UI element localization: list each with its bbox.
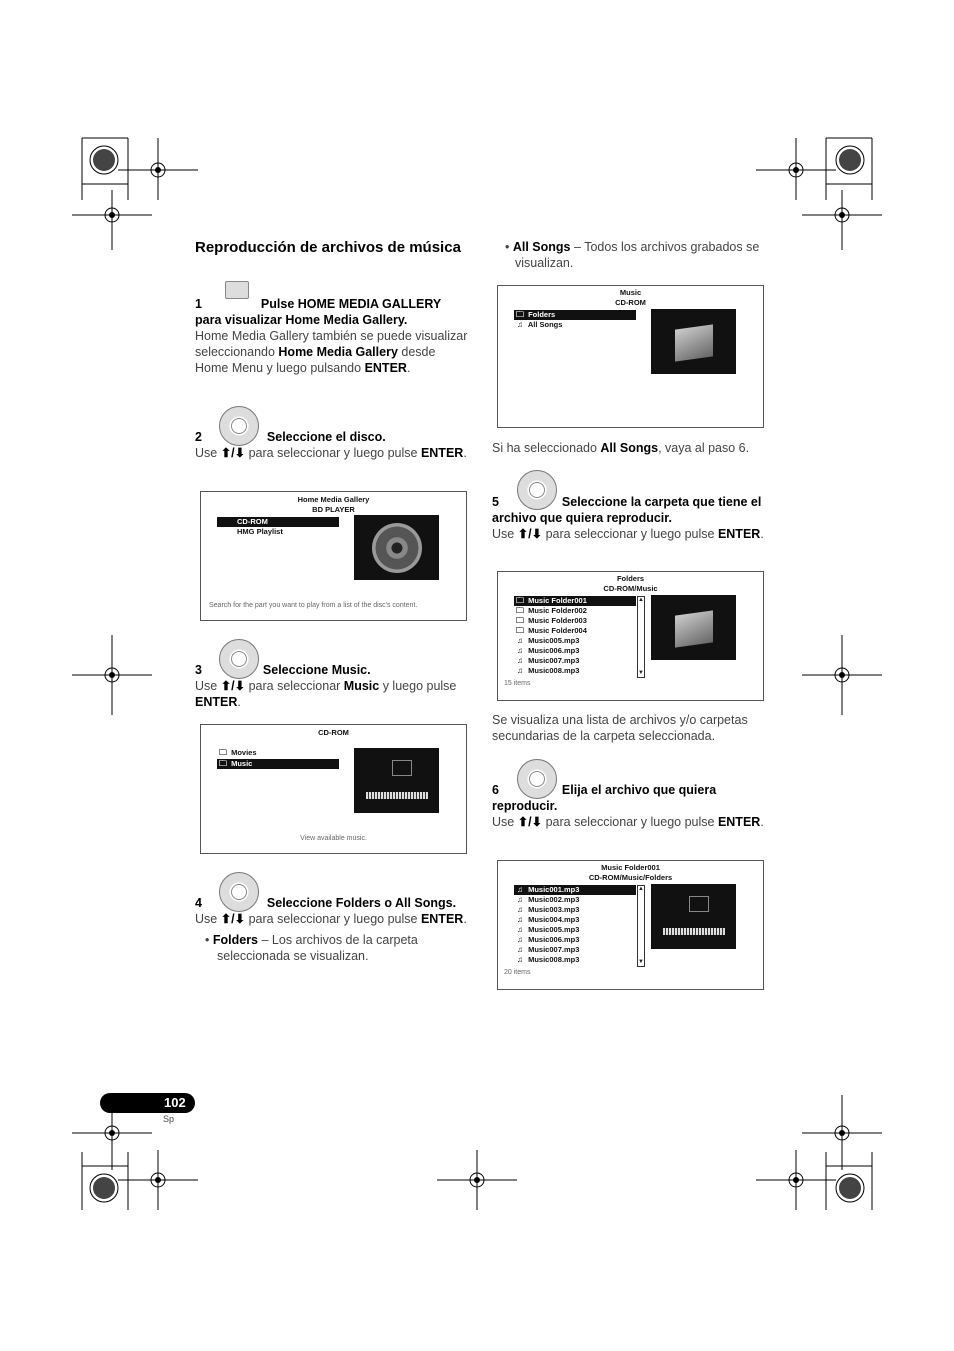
list-item[interactable] <box>514 885 636 895</box>
list-item[interactable] <box>514 945 636 955</box>
step-1-text: Home Media Gallery también se puede visualizar seleccionando <box>195 329 468 359</box>
page-number: 102 <box>164 1095 186 1110</box>
music-note-icon: ♫ <box>517 915 523 924</box>
list-item[interactable] <box>514 596 636 606</box>
step-1-body <box>195 328 470 376</box>
step-1-heading <box>195 296 470 328</box>
bullet-folders: • Folders – Los archivos de la carpeta seleccionada se visualizan. <box>205 933 418 963</box>
step-1-title: Pulse HOME MEDIA GALLERY para visualizar Home Media Gallery. <box>195 297 442 327</box>
step-4-rest: para seleccionar y luego pulse <box>245 912 421 926</box>
music-note-icon: ♫ <box>517 636 523 645</box>
list-item-label: Music Folder002 <box>528 606 587 615</box>
scroll-up-icon[interactable]: ▲ <box>638 597 644 603</box>
step-6-rest: para seleccionar y luego pulse <box>542 815 718 829</box>
list-item-label: Music006.mp3 <box>528 646 580 655</box>
step-3-rest: para seleccionar <box>245 679 344 693</box>
step-6-title: Elija el archivo que quiera reproducir. <box>492 783 717 813</box>
list-item-label: Music005.mp3 <box>528 925 580 934</box>
list-item-label: Music007.mp3 <box>528 656 580 665</box>
step-6-number: 6 <box>492 783 499 797</box>
list-item[interactable] <box>514 606 636 616</box>
folder-music-icon: 🗀 <box>516 596 524 605</box>
language-code: Sp <box>163 1114 175 1124</box>
list-item-label: Music007.mp3 <box>528 945 580 954</box>
list-item[interactable] <box>514 656 636 666</box>
bullet-all-songs-text: – Todos los archivos grabados se visualizan. <box>515 240 760 270</box>
folder-music-icon: 🗀 <box>516 626 524 635</box>
step-2-heading <box>195 429 470 445</box>
step-1-dot: . <box>406 361 411 375</box>
screen-footer: View available music. <box>300 835 367 842</box>
menu-item-label: Music <box>231 759 253 768</box>
step-6-body <box>492 814 767 830</box>
note-text2: , vaya al paso 6. <box>658 441 750 455</box>
screen-subtitle: CD-ROM <box>615 298 646 307</box>
up-down-arrows-icon: ⬆/⬇ <box>220 912 246 926</box>
music-note-icon: ♫ <box>517 955 523 964</box>
step-4-title: Seleccione Folders o All Songs. <box>266 896 457 910</box>
list-item-label: Music005.mp3 <box>528 636 580 645</box>
menu-item-cd-rom[interactable]: CD-ROM <box>217 517 339 527</box>
step-3-number: 3 <box>195 663 202 677</box>
music-note-icon: ♫ <box>517 945 523 954</box>
screen-cd-rom <box>200 724 467 854</box>
screen-title: Home Media Gallery <box>297 495 370 504</box>
menu-item-hmg-playlist[interactable]: HMG Playlist <box>237 527 283 536</box>
list-item[interactable] <box>514 666 636 676</box>
item-count: 15 items <box>504 680 531 687</box>
bullet-folders-text: – Los archivos de la carpeta seleccionada se visualizan. <box>217 933 418 963</box>
step-2-dot: . <box>463 446 467 460</box>
up-down-arrows-icon: ⬆/⬇ <box>220 679 246 693</box>
list-item[interactable] <box>514 626 636 636</box>
step-4-body <box>195 911 475 927</box>
up-down-arrows-icon: ⬆/⬇ <box>220 446 246 460</box>
step-3-rest2: y luego pulse <box>379 679 457 693</box>
scroll-down-icon[interactable]: ▼ <box>638 959 644 965</box>
list-item-label: Music006.mp3 <box>528 935 580 944</box>
step-4-heading <box>195 895 475 911</box>
list-scrollbar[interactable] <box>637 596 645 678</box>
step-5-body <box>492 526 767 542</box>
menu-item-music[interactable] <box>217 759 339 769</box>
item-count: 20 items <box>504 969 531 976</box>
step-3-title: Seleccione Music. <box>262 663 371 677</box>
list-item-label: Music008.mp3 <box>528 666 580 675</box>
use-text: Use <box>195 679 221 693</box>
step-4-enter: ENTER <box>420 912 464 926</box>
screen-home-media-gallery <box>200 491 467 621</box>
screen-subtitle: BD PLAYER <box>312 505 355 514</box>
scroll-down-icon[interactable]: ▼ <box>638 670 644 676</box>
note-list-shown: Se visualiza una lista de archivos y/o carpetas secundarias de la carpeta seleccionada. <box>492 713 748 743</box>
music-note-icon: ♫ <box>517 925 523 934</box>
step-2-body <box>195 445 470 461</box>
list-item-label: Music003.mp3 <box>528 905 580 914</box>
step-2-rest: para seleccionar y luego pulse <box>245 446 421 460</box>
list-item-label: Music002.mp3 <box>528 895 580 904</box>
list-item[interactable] <box>514 905 636 915</box>
list-item-label: Music004.mp3 <box>528 915 580 924</box>
piano-thumbnail <box>651 884 736 949</box>
screen-footer: Search for the part you want to play from a list of the disc's content. <box>209 602 418 609</box>
step-6-dot: . <box>760 815 764 829</box>
list-item[interactable] <box>514 646 636 656</box>
music-note-icon: ♫ <box>517 935 523 944</box>
use-text: Use <box>195 446 221 460</box>
step-5-rest: para seleccionar y luego pulse <box>542 527 718 541</box>
up-down-arrows-icon: ⬆/⬇ <box>517 815 543 829</box>
step-2-title: Seleccione el disco. <box>266 430 386 444</box>
note-all-songs <box>492 440 767 456</box>
music-note-icon: ♫ <box>517 320 523 329</box>
folder-music-icon: 🗀 <box>516 310 524 319</box>
list-item-label: Music008.mp3 <box>528 955 580 964</box>
list-item-label: Music001.mp3 <box>528 885 580 894</box>
music-note-icon: ♫ <box>517 895 523 904</box>
step-1-bold-hmg: Home Media Gallery <box>278 345 398 359</box>
note-text: Si ha seleccionado <box>492 441 601 455</box>
bullet-all-songs: • All Songs – Todos los archivos grabados se visualizan. <box>505 240 760 270</box>
step-4-number: 4 <box>195 896 202 910</box>
list-item-label: Music Folder004 <box>528 626 587 635</box>
piano-thumbnail <box>354 748 439 813</box>
step-1-number: 1 <box>195 297 202 311</box>
disc-thumbnail <box>354 515 439 580</box>
step-1-enter: ENTER <box>364 361 407 375</box>
note-bold: All Songs <box>600 441 659 455</box>
scroll-up-icon[interactable]: ▲ <box>638 886 644 892</box>
step-5-dot: . <box>760 527 764 541</box>
menu-item-label: Folders <box>528 310 556 319</box>
folder-music-icon: 🗀 <box>219 759 227 768</box>
list-item-label: Music Folder003 <box>528 616 587 625</box>
screen-subtitle: CD-ROM/Music/Folders <box>588 873 673 882</box>
screen-title: CD-ROM <box>318 728 349 737</box>
screen-title: Music <box>619 288 642 297</box>
music-note-icon: ♫ <box>517 646 523 655</box>
music-note-icon: ♫ <box>517 885 523 894</box>
folder-movie-icon: 🗀 <box>219 748 227 757</box>
use-text: Use <box>492 815 518 829</box>
step-2-number: 2 <box>195 430 202 444</box>
use-text: Use <box>492 527 518 541</box>
up-down-arrows-icon: ⬆/⬇ <box>517 527 543 541</box>
folder-thumbnail <box>651 309 736 374</box>
step-3-body <box>195 678 475 710</box>
step-5-title: Seleccione la carpeta que tiene el archivo que quiera reproducir. <box>492 495 762 525</box>
step-6-enter: ENTER <box>717 815 761 829</box>
step-3-heading <box>195 662 475 678</box>
folder-thumbnail <box>651 595 736 660</box>
folder-music-icon: 🗀 <box>516 606 524 615</box>
menu-item-folders[interactable] <box>514 310 636 320</box>
screen-files <box>497 860 764 990</box>
list-item[interactable] <box>514 895 636 905</box>
list-item[interactable] <box>514 915 636 925</box>
list-item[interactable] <box>514 935 636 945</box>
screen-title: Folders <box>616 574 645 583</box>
music-note-icon: ♫ <box>517 666 523 675</box>
step-2-enter: ENTER <box>420 446 464 460</box>
music-note-icon: ♫ <box>517 905 523 914</box>
music-note-icon: ♫ <box>517 656 523 665</box>
list-item-label: Music Folder001 <box>528 596 587 605</box>
list-item[interactable] <box>514 955 636 965</box>
use-text: Use <box>195 912 221 926</box>
bullet-all-songs-label: All Songs <box>512 240 571 254</box>
step-5-enter: ENTER <box>717 527 761 541</box>
screen-subtitle: CD-ROM/Music <box>603 584 658 593</box>
step-6-heading <box>492 782 767 814</box>
bullet-folders-label: Folders <box>212 933 259 947</box>
step-4-dot: . <box>463 912 467 926</box>
step-1-text2: desde Home Menu y luego pulsando <box>195 345 436 375</box>
step-3-dot: . <box>237 695 241 709</box>
step-5-number: 5 <box>492 495 499 509</box>
menu-item-all-songs[interactable] <box>514 320 636 330</box>
screen-folders <box>497 571 764 701</box>
menu-item-label: Movies <box>231 748 257 757</box>
menu-item-label: All Songs <box>527 320 563 329</box>
menu-item-movies[interactable] <box>217 748 339 758</box>
screen-music <box>497 285 764 428</box>
step-3-enter: ENTER <box>195 695 238 709</box>
list-item[interactable] <box>514 636 636 646</box>
step-5-heading <box>492 494 767 526</box>
folder-music-icon: 🗀 <box>516 616 524 625</box>
section-title: Reproducción de archivos de música <box>195 239 461 256</box>
step-3-music: Music <box>343 679 380 693</box>
list-item[interactable] <box>514 925 636 935</box>
screen-title: Music Folder001 <box>601 863 660 872</box>
list-item[interactable] <box>514 616 636 626</box>
list-scrollbar[interactable] <box>637 885 645 967</box>
